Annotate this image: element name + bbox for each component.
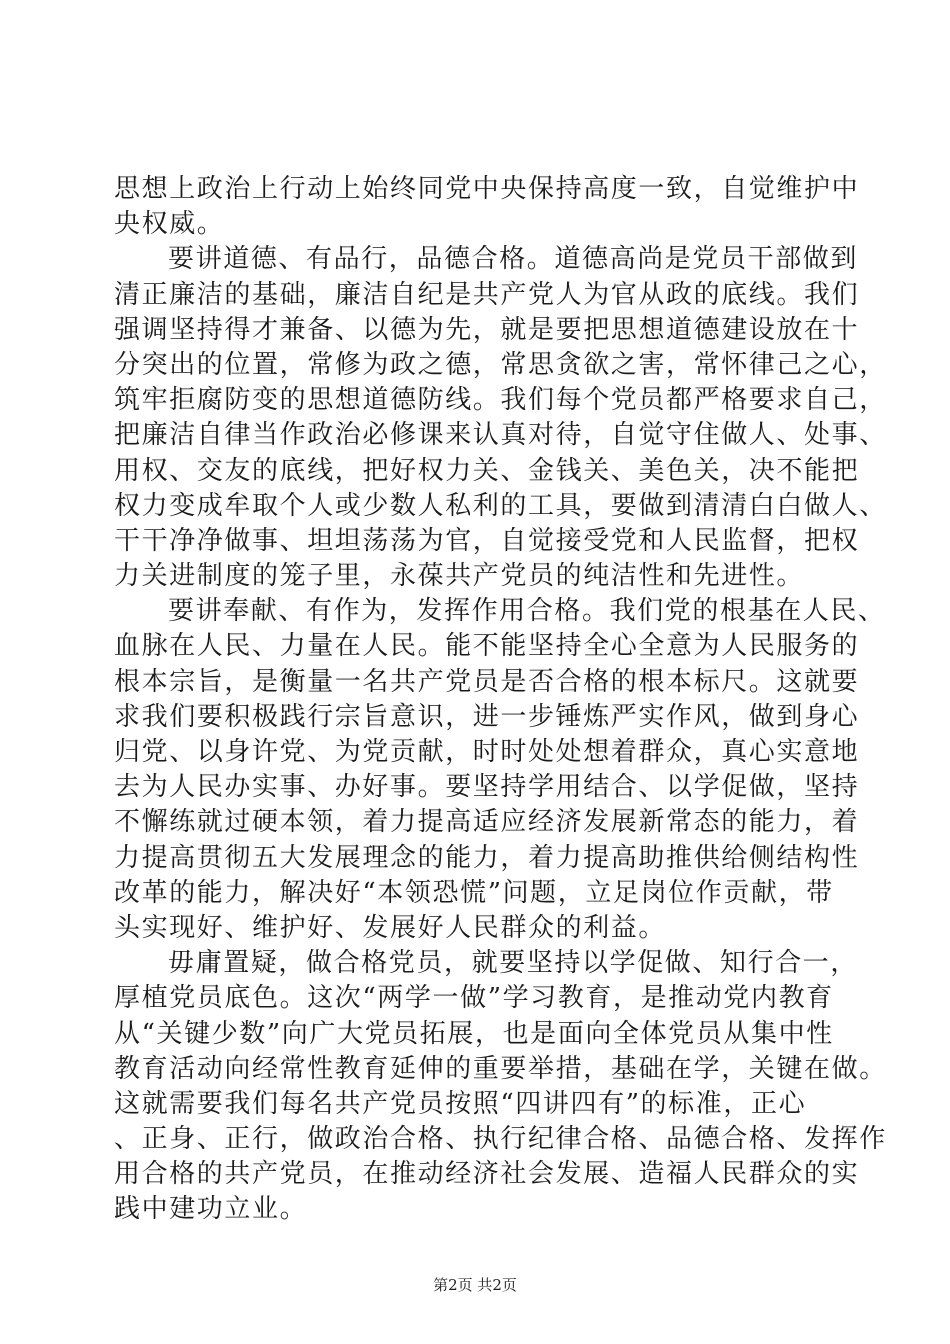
text-line: 要讲道德、有品行，品德合格。道德高尚是党员干部做到 xyxy=(168,244,859,275)
document-body xyxy=(114,172,887,1228)
text-line: 要讲奉献、有作为，发挥作用合格。我们党的根基在人民、 xyxy=(168,596,886,627)
text-line: 思想上政治上行动上始终同党中央保持高度一致，自觉维护中 xyxy=(114,174,860,204)
text-line: 、正身、正行，做政治合格、执行纪律合格、品德合格、发挥作 xyxy=(114,1124,887,1155)
text-line: 权力变成牟取个人或少数人私利的工具，要做到清清白白做人、 xyxy=(114,490,887,521)
text-line: 血脉在人民、力量在人民。能不能坚持全心全意为人民服务的 xyxy=(114,631,860,662)
text-line: 根本宗旨，是衡量一名共产党员是否合格的根本标尺。这就要 xyxy=(114,666,860,697)
text-line: 求我们要积极践行宗旨意识，进一步锤炼严实作风，做到身心 xyxy=(114,701,860,732)
text-line: 筑牢拒腐防变的思想道德防线。我们每个党员都严格要求自己， xyxy=(114,385,887,416)
text-line: 清正廉洁的基础，廉洁自纪是共产党人为官从政的底线。我们 xyxy=(114,279,860,310)
text-line: 归党、以身许党、为党贡献，时时处处想着群众，真心实意地 xyxy=(114,737,860,767)
text-line: 力关进制度的笼子里，永葆共产党员的纯洁性和先进性。 xyxy=(114,561,805,592)
text-line: 力提高贯彻五大发展理念的能力，着力提高助推供给侧结构性 xyxy=(114,842,860,873)
text-line: 践中建功立业。 xyxy=(114,1194,308,1225)
text-line: 这就需要我们每名共产党员按照“四讲四有”的标准，正心 xyxy=(114,1088,807,1119)
text-line: 分突出的位置，常修为政之德，常思贪欲之害，常怀律己之心， xyxy=(114,349,887,380)
text-line: 去为人民办实事、办好事。要坚持学用结合、以学促做，坚持 xyxy=(114,772,860,803)
text-line: 把廉洁自律当作政治必修课来认真对待，自觉守住做人、处事、 xyxy=(114,420,887,451)
text-line: 不懈练就过硬本领，着力提高适应经济发展新常态的能力，着 xyxy=(114,807,860,838)
text-line: 厚植党员底色。这次“两学一做”学习教育，是推动党内教育 xyxy=(114,983,834,1014)
text-line: 强调坚持得才兼备、以德为先，就是要把思想道德建设放在十 xyxy=(114,314,860,345)
text-line: 头实现好、维护好、发展好人民群众的利益。 xyxy=(114,912,667,943)
text-line: 用合格的共产党员，在推动经济社会发展、造福人民群众的实 xyxy=(114,1159,860,1190)
text-line: 教育活动向经常性教育延伸的重要举措，基础在学，关键在做。 xyxy=(114,1053,887,1084)
text-line: 毋庸置疑，做合格党员，就要坚持以学促做、知行合一， xyxy=(168,948,859,979)
text-line: 改革的能力，解决好“本领恐慌”问题，立足岗位作贡献，带 xyxy=(114,877,834,908)
page-footer: 第2页 共2页 xyxy=(433,1276,517,1294)
text-line: 用权、交友的底线，把好权力关、金钱关、美色关，决不能把 xyxy=(114,455,860,486)
text-line: 央权威。 xyxy=(114,209,225,240)
text-line: 干干净净做事、坦坦荡荡为官，自觉接受党和人民监督，把权 xyxy=(114,525,860,556)
text-line: 从“关键少数”向广大党员拓展，也是面向全体党员从集中性 xyxy=(114,1018,834,1049)
